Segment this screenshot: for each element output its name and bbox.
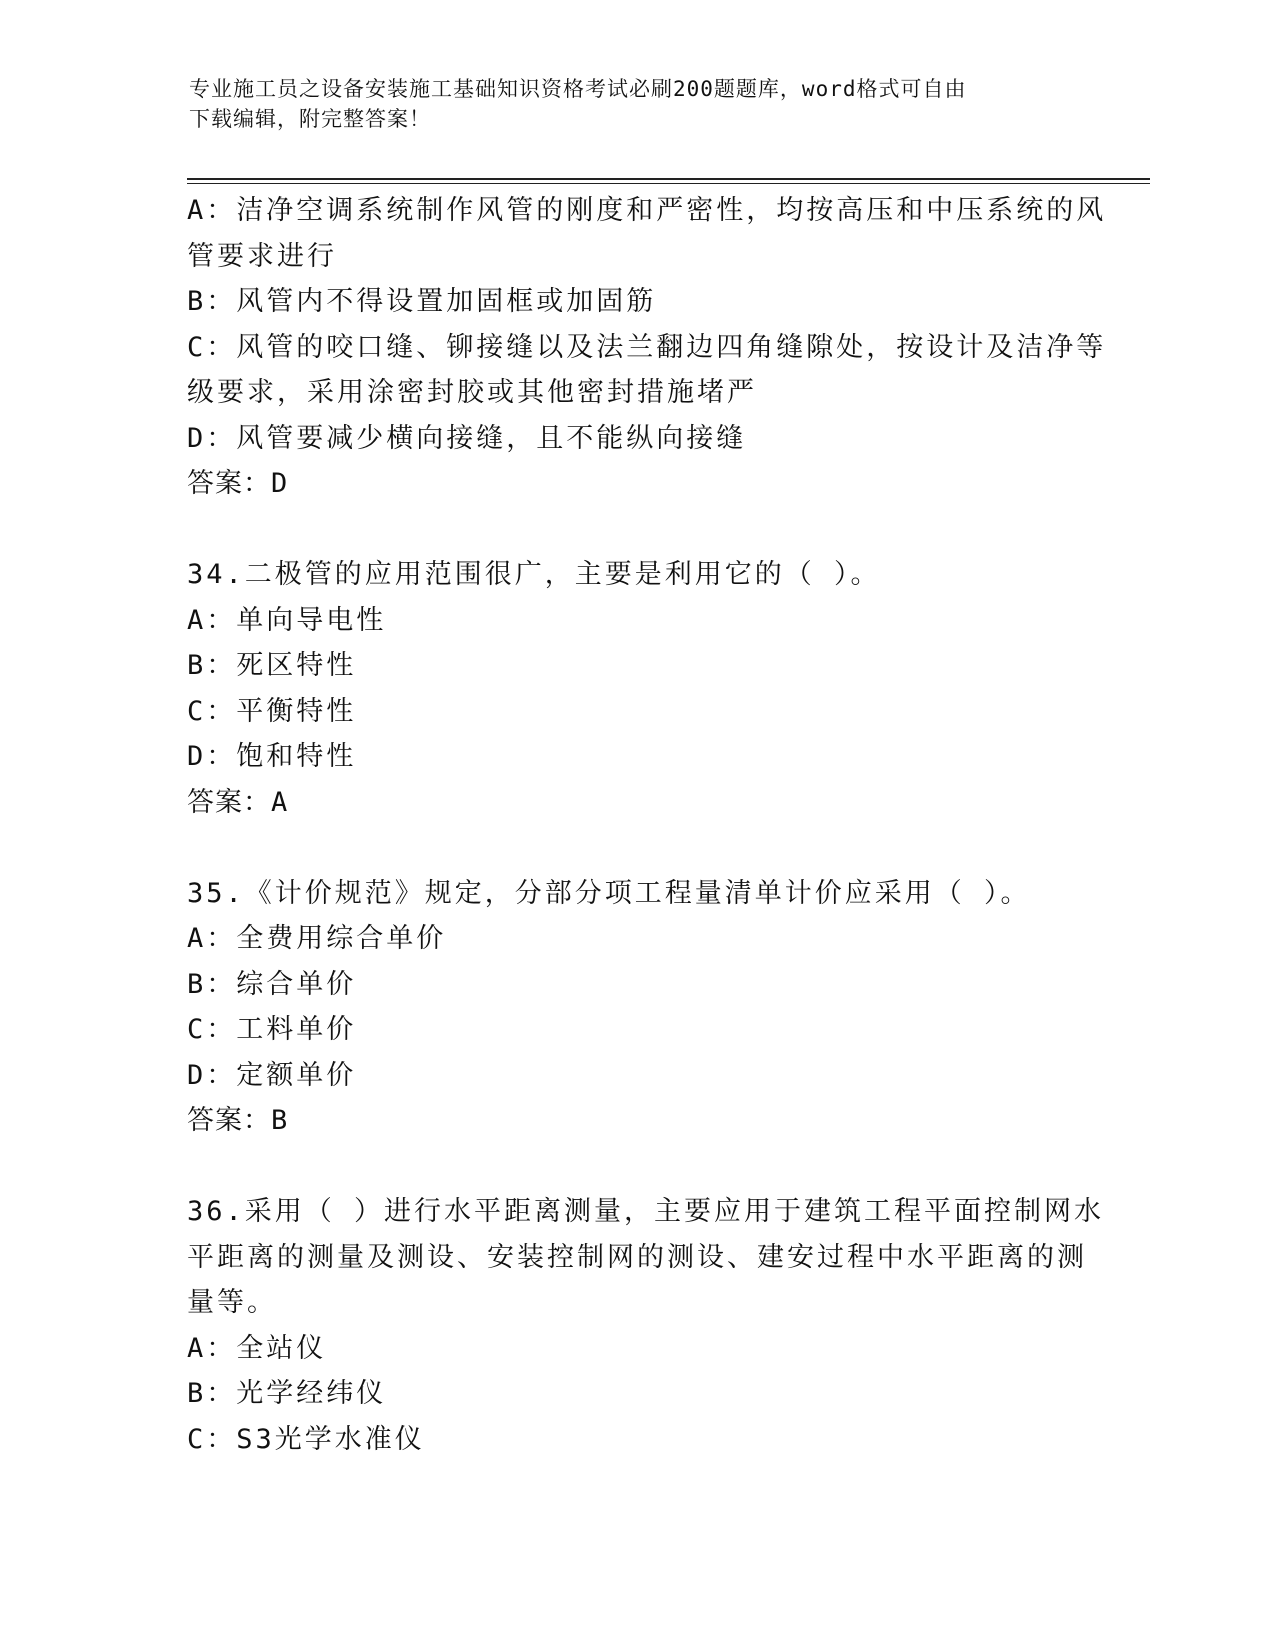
question-34 — [187, 552, 1087, 825]
option-c-line-1: C：风管的咬口缝、铆接缝以及法兰翻边四角缝隙处，按设计及洁净等 — [187, 331, 1107, 363]
spacer — [187, 1144, 1087, 1190]
option-a-line-2: 管要求进行 — [187, 240, 337, 272]
question-text-line-2: 平距离的测量及测设、安装控制网的测设、建安过程中水平距离的测 — [187, 1241, 1087, 1273]
answer-value: B — [271, 1105, 289, 1136]
question-33 — [187, 188, 1107, 507]
answer-line — [187, 1098, 1087, 1144]
question-36 — [187, 1189, 1105, 1462]
header-line-2: 下载编辑，附完整答案！ — [189, 107, 431, 131]
option-b: B：死区特性 — [187, 650, 357, 681]
option-d: D：定额单价 — [187, 1059, 357, 1091]
option-b: B：光学经纬仪 — [187, 1378, 387, 1409]
question-text: 34.二极管的应用范围很广，主要是利用它的（ ）。 — [187, 559, 881, 590]
answer-value: D — [271, 468, 289, 499]
question-list — [187, 188, 1107, 1462]
option-d: D：饱和特性 — [187, 741, 357, 772]
spacer — [187, 507, 1087, 553]
answer-line — [187, 780, 1087, 826]
option-a: A：单向导电性 — [187, 604, 387, 636]
option-c: C：工料单价 — [187, 1014, 357, 1045]
document-header — [189, 74, 1069, 134]
question-text-line-1: 36.采用（ ）进行水平距离测量，主要应用于建筑工程平面控制网水 — [187, 1196, 1105, 1227]
option-a: A：全站仪 — [187, 1332, 327, 1364]
answer-label: 答案： — [187, 1105, 271, 1136]
spacer — [187, 825, 1087, 871]
option-c: C：S3光学水准仪 — [187, 1423, 425, 1455]
option-a: A：全费用综合单价 — [187, 923, 447, 954]
option-a-line-1: A：洁净空调系统制作风管的刚度和严密性，均按高压和中压系统的风 — [187, 195, 1107, 226]
option-b: B：风管内不得设置加固框或加固筋 — [187, 286, 657, 317]
header-divider-thick — [187, 178, 1150, 180]
answer-label: 答案： — [187, 786, 271, 818]
answer-value: A — [271, 786, 289, 818]
answer-label: 答案： — [187, 468, 271, 499]
header-divider-thin — [187, 183, 1150, 184]
header-line-1: 专业施工员之设备安装施工基础知识资格考试必刷200题题库，word格式可自由 — [189, 77, 967, 101]
option-c: C：平衡特性 — [187, 695, 357, 727]
option-b: B：综合单价 — [187, 968, 357, 1000]
option-d: D：风管要减少横向接缝，且不能纵向接缝 — [187, 422, 747, 454]
question-text: 35.《计价规范》规定，分部分项工程量清单计价应采用（ ）。 — [187, 877, 1031, 909]
option-c-line-2: 级要求，采用涂密封胶或其他密封措施堵严 — [187, 377, 757, 408]
question-35 — [187, 871, 1087, 1144]
question-text-line-3: 量等。 — [187, 1287, 277, 1318]
answer-line — [187, 461, 1087, 507]
